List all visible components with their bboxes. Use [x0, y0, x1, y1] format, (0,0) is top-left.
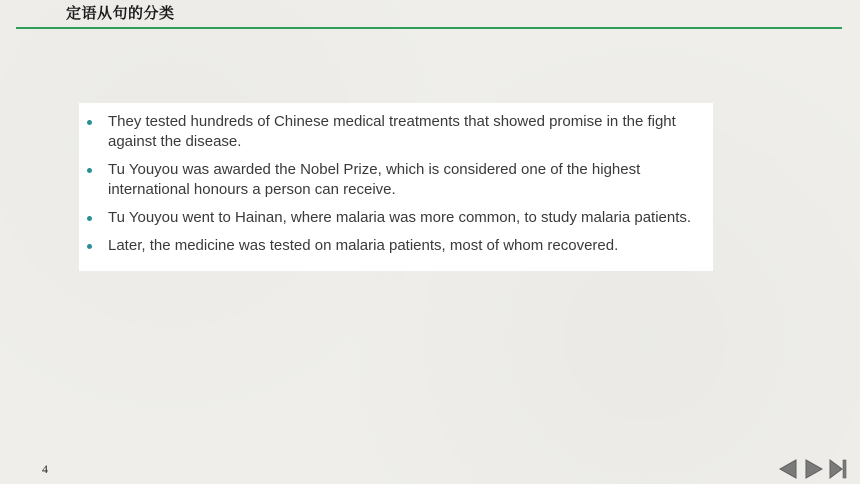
bullet-item [79, 160, 713, 200]
bullet-list [79, 112, 713, 256]
last-slide-button[interactable] [829, 459, 847, 479]
next-slide-button[interactable] [805, 459, 823, 479]
content-box [79, 103, 713, 271]
previous-icon [779, 459, 797, 479]
bullet-dot-icon [87, 168, 92, 173]
previous-slide-button[interactable] [779, 459, 797, 479]
bullet-dot-icon [87, 216, 92, 221]
bullet-item [79, 112, 713, 152]
next-icon [805, 459, 823, 479]
page-number: 4 [42, 462, 48, 476]
last-icon [829, 459, 847, 479]
title-divider [16, 27, 842, 29]
bullet-text: Tu Youyou went to Hainan, where malaria was more common, to study malaria patients. [108, 209, 692, 226]
bullet-dot-icon [87, 120, 92, 125]
bullet-text: Tu Youyou was awarded the Nobel Prize, which is considered one of the highest international honours a person can receive. [108, 161, 641, 198]
bullet-item [79, 236, 713, 256]
bullet-dot-icon [87, 244, 92, 249]
bullet-text: Later, the medicine was tested on malaria patients, most of whom recovered. [108, 237, 619, 254]
bullet-item [79, 208, 713, 228]
bullet-text: They tested hundreds of Chinese medical treatments that showed promise in the fight against the disease. [108, 113, 676, 150]
slide-title: 定语从句的分类 [66, 4, 175, 22]
